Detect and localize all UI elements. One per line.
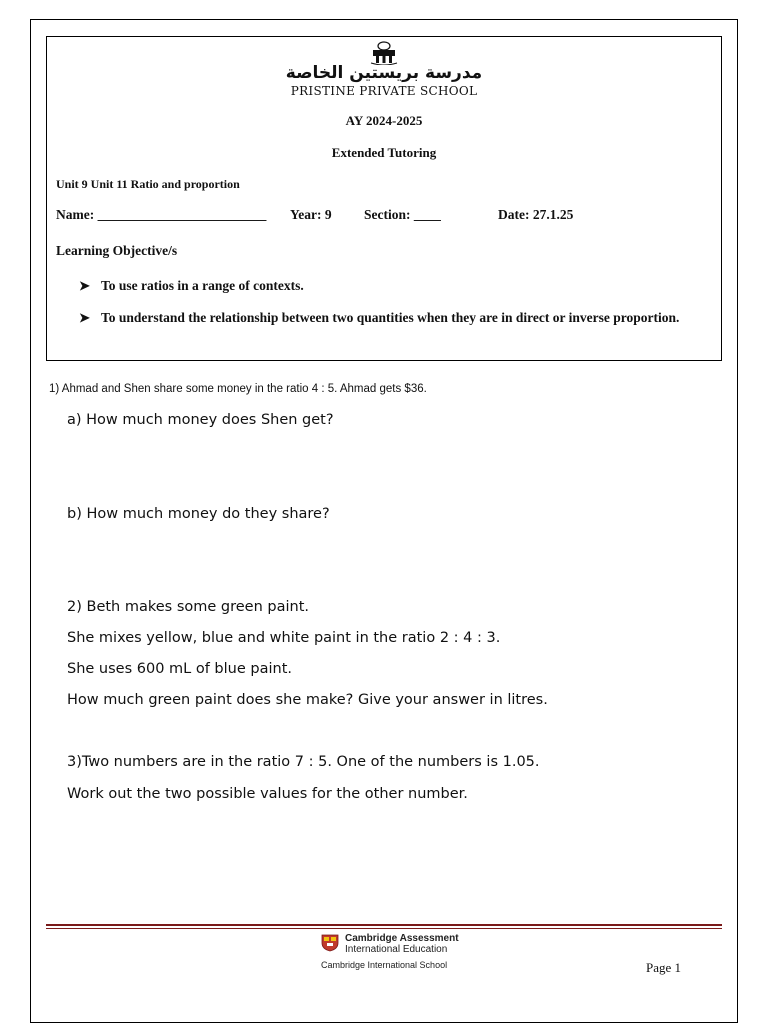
question-2-line-1: 2) Beth makes some green paint. <box>67 599 309 615</box>
footer-divider <box>46 928 722 929</box>
question-3-line-1: 3)Two numbers are in the ratio 7 : 5. One of the numbers is 1.05. <box>67 754 540 770</box>
header-box <box>46 36 722 361</box>
learning-objectives-title: Learning Objective/s <box>56 243 178 258</box>
objective-item <box>79 308 691 328</box>
school-name-arabic: مدرسة بريستين الخاصة <box>285 63 483 83</box>
page-number: Page 1 <box>646 960 682 975</box>
objective-text: To understand the relationship between two quantities when they are in direct or inverse proportion. <box>101 310 680 325</box>
school-name-english: PRISTINE PRIVATE SCHOOL <box>290 84 478 98</box>
date-field: Date: 27.1.25 <box>498 207 574 222</box>
academic-year: AY 2024-2025 <box>345 113 423 128</box>
question-2-line-4: How much green paint does she make? Give your answer in litres. <box>67 692 548 708</box>
student-info-row <box>56 207 573 223</box>
year-field: Year: 9 <box>290 207 332 222</box>
name-field[interactable]: Name: _________________________ <box>56 207 267 222</box>
program-title: Extended Tutoring <box>331 145 437 160</box>
school-logo <box>47 41 721 65</box>
section-field[interactable]: Section: ____ <box>364 207 441 222</box>
unit-title: Unit 9 Unit 11 Ratio and proportion <box>56 177 240 191</box>
objective-text: To use ratios in a range of contexts. <box>101 278 304 293</box>
objective-item <box>79 276 691 296</box>
cambridge-logo-line-1: Cambridge Assessment <box>345 933 459 944</box>
question-2-line-2: She mixes yellow, blue and white paint in the ratio 2 : 4 : 3. <box>67 630 501 646</box>
cambridge-school-label: Cambridge International School <box>321 960 448 970</box>
question-1-intro: 1) Ahmad and Shen share some money in the ratio 4 : 5. Ahmad gets $36. <box>49 383 427 395</box>
footer-divider <box>46 924 722 926</box>
cambridge-logo-line-2: International Education <box>345 944 448 955</box>
question-1a: a) How much money does Shen get? <box>67 412 334 428</box>
arrow-bullet-icon: ➤ <box>79 310 90 325</box>
question-3-line-2: Work out the two possible values for the other number. <box>67 786 468 802</box>
school-crest-icon <box>367 41 401 65</box>
question-2-line-3: She uses 600 mL of blue paint. <box>67 661 292 677</box>
question-1b: b) How much money do they share? <box>67 506 330 522</box>
cambridge-shield-icon <box>321 934 339 952</box>
arrow-bullet-icon: ➤ <box>79 278 90 293</box>
